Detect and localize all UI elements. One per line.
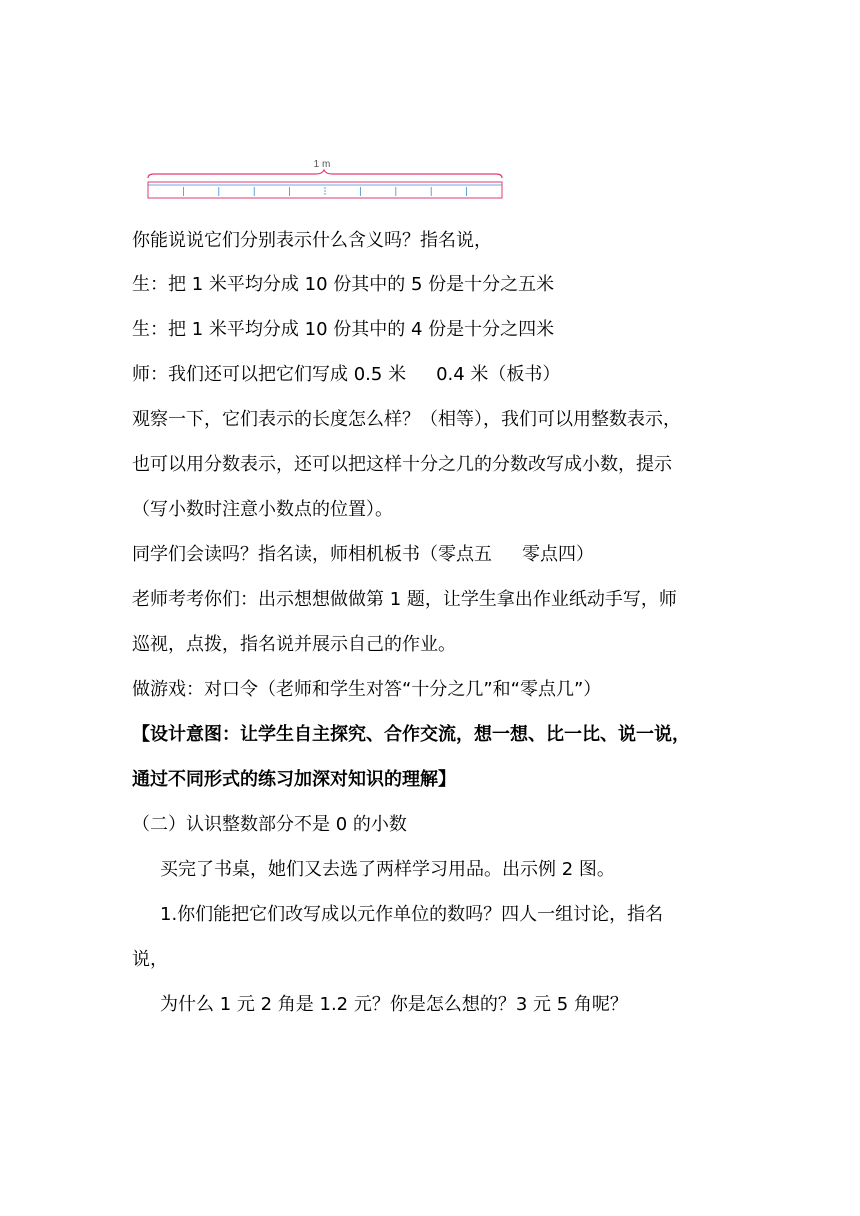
ruler-ticks [183, 187, 466, 196]
text-line: 观察一下，它们表示的长度怎么样？（相等），我们可以用整数表示， [132, 409, 681, 430]
meter-ruler-figure [146, 156, 506, 200]
text-line: 1.你们能把它们改写成以元作单位的数吗？四人一组讨论，指名 [160, 904, 664, 925]
ruler-label: 1 m [313, 159, 331, 170]
text-line [132, 363, 560, 387]
design-intent-line: 通过不同形式的练习加深对知识的理解】 [132, 769, 456, 790]
text-segment: 师：我们还可以把它们写成 0.5 米 [132, 364, 407, 385]
text-line: 老师考考你们：出示想想做做第 1 题，让学生拿出作业纸动手写，师 [132, 589, 677, 610]
text-line: （写小数时注意小数点的位置）。 [132, 499, 393, 520]
text-line: 说， [132, 949, 168, 970]
text-line: 你能说说它们分别表示什么含义吗？指名说， [132, 230, 492, 251]
text-segment: 0.4 米（板书） [436, 364, 561, 385]
ruler-brace [148, 170, 502, 178]
text-line: 生：把 1 米平均分成 10 份其中的 4 份是十分之四米 [132, 319, 555, 340]
text-line: 买完了书桌，她们又去选了两样学习用品。出示例 2 图。 [160, 859, 615, 880]
text-line: 做游戏：对口令（老师和学生对答“十分之几”和“零点几”） [132, 679, 602, 700]
text-line: 生：把 1 米平均分成 10 份其中的 5 份是十分之五米 [132, 274, 555, 295]
design-intent-line: 【设计意图：让学生自主探究、合作交流，想一想、比一比、说一说， [132, 724, 690, 745]
text-line: 为什么 1 元 2 角是 1.2 元？你是怎么想的？3 元 5 角呢？ [160, 994, 628, 1015]
text-line [132, 543, 594, 567]
text-line: 巡视，点拨，指名说并展示自己的作业。 [132, 634, 456, 655]
section-heading: （二）认识整数部分不是 0 的小数 [132, 814, 407, 835]
text-line: 也可以用分数表示，还可以把这样十分之几的分数改写成小数，提示 [132, 454, 672, 475]
text-segment: 同学们会读吗？指名读，师相机板书（零点五 [132, 544, 492, 565]
text-segment: 零点四） [522, 544, 594, 565]
